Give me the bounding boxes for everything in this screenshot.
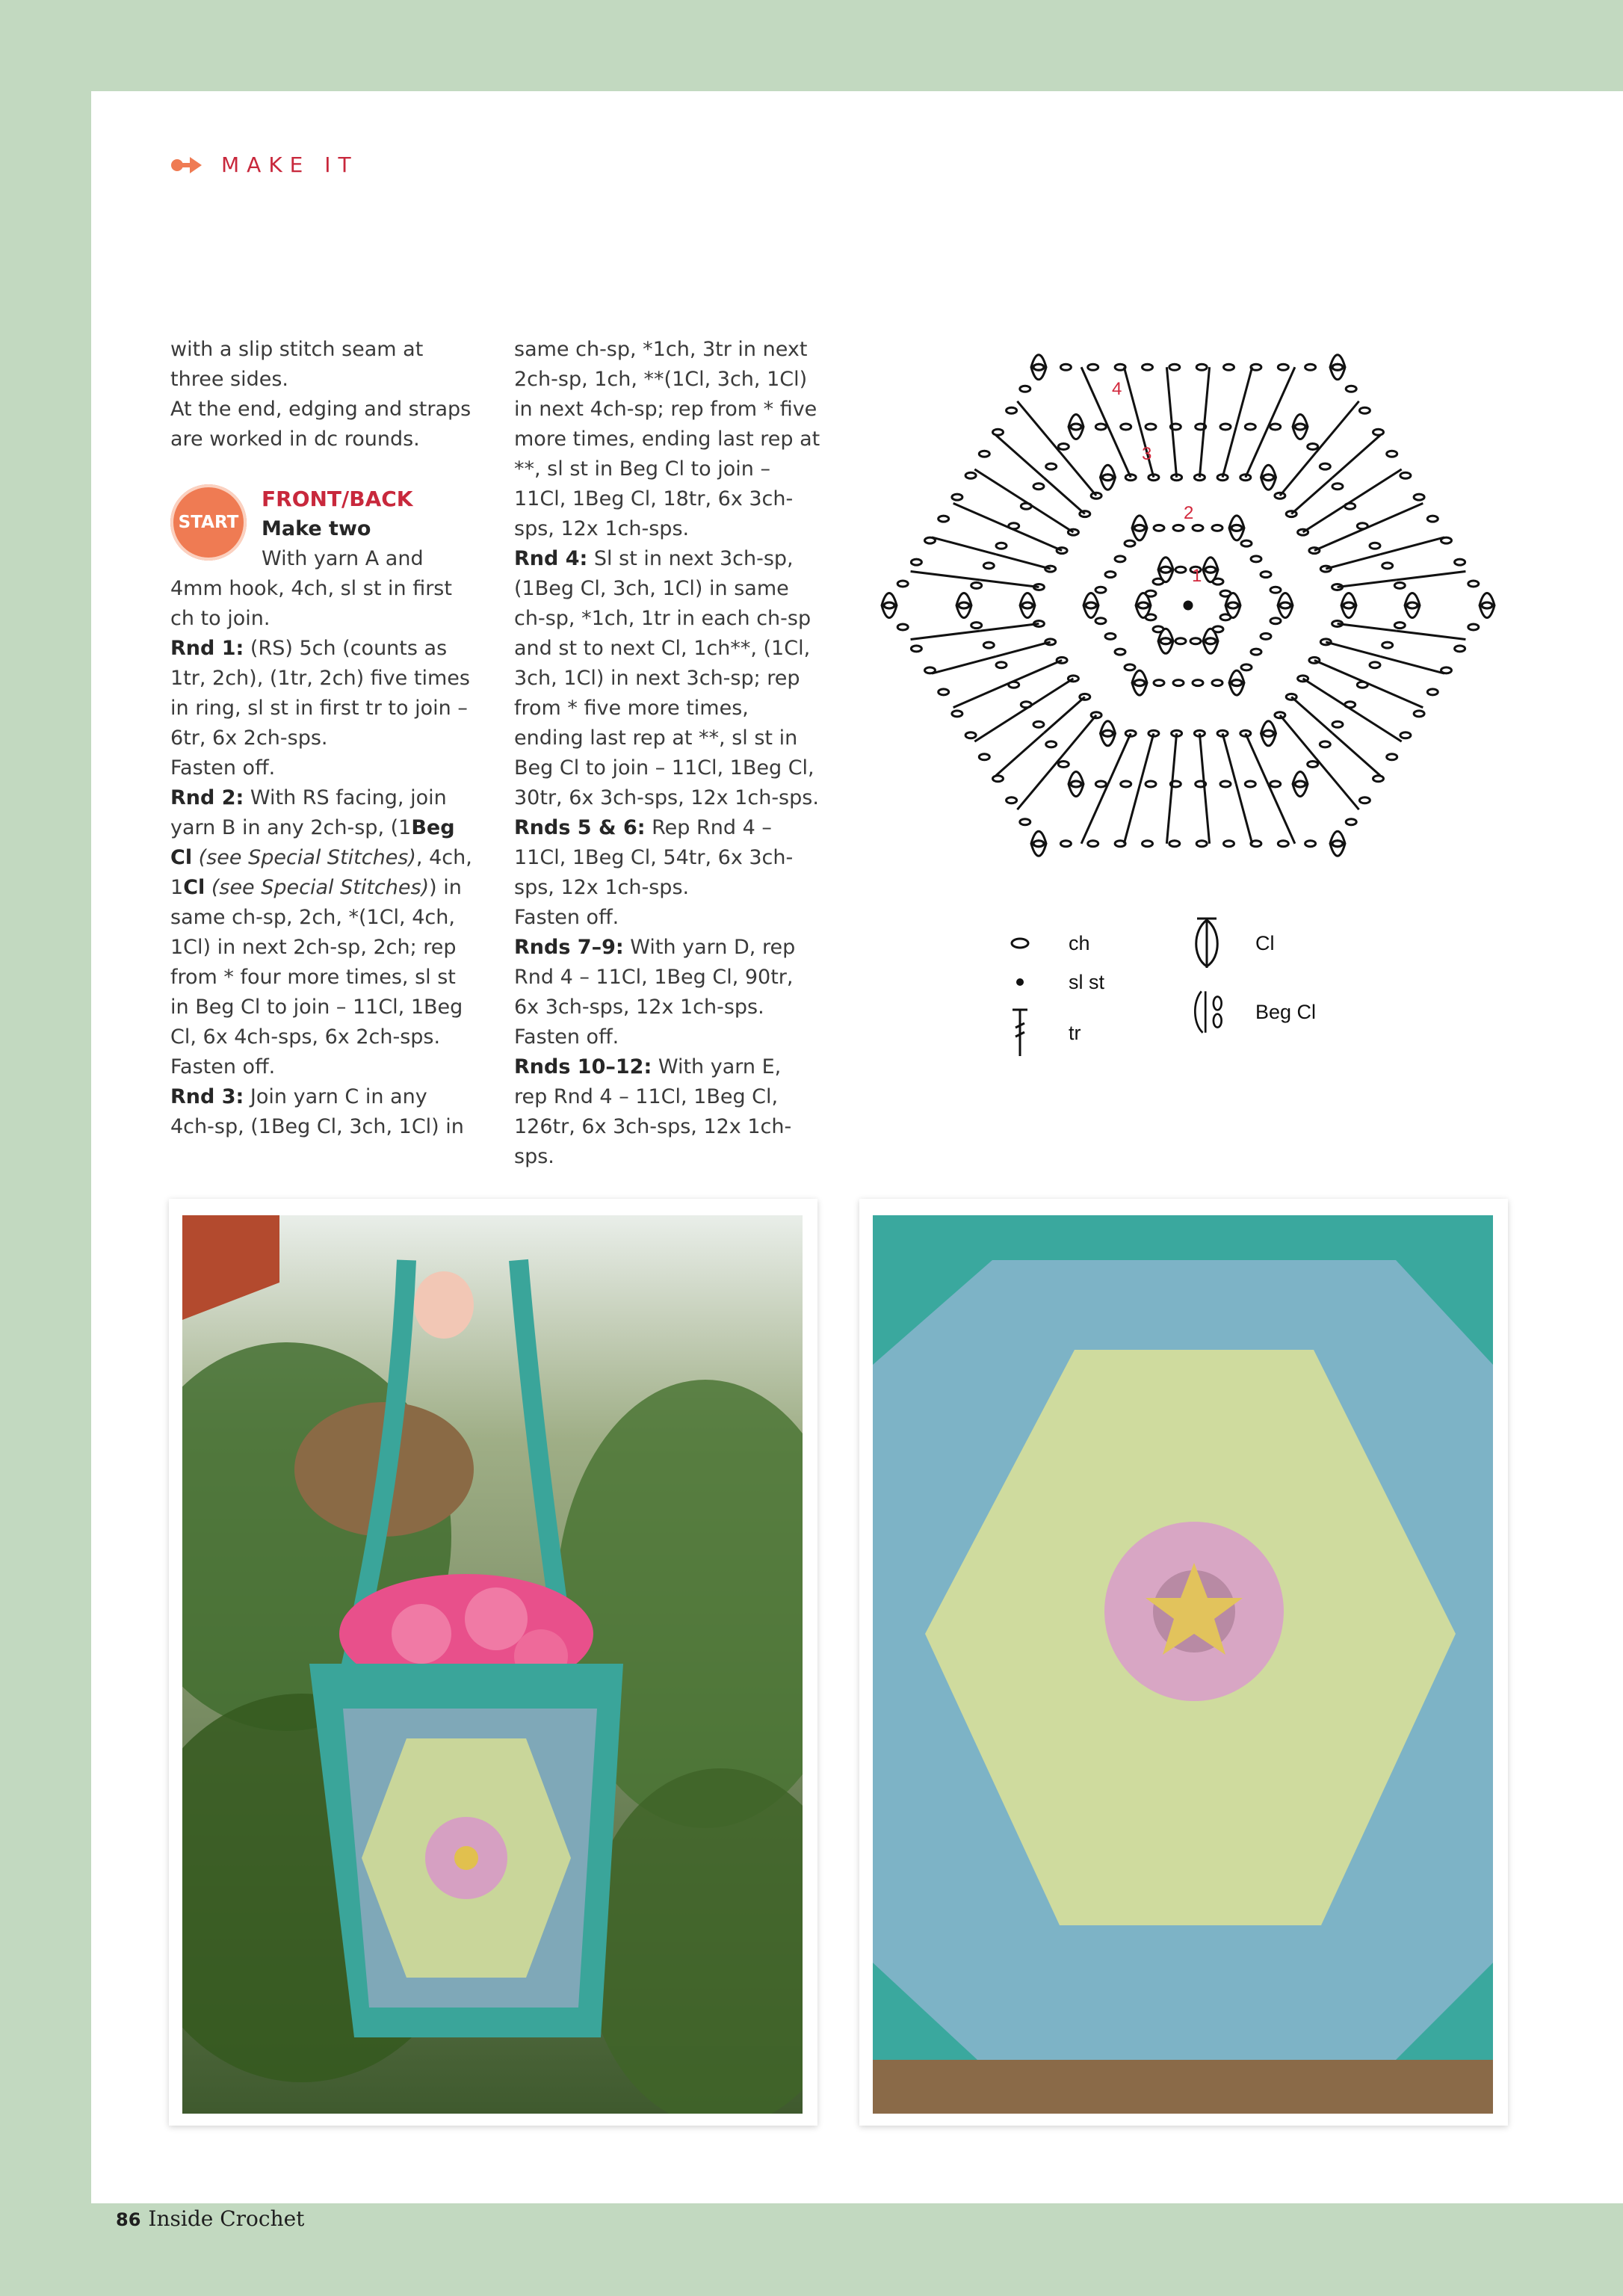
rnd1-paragraph (170, 634, 477, 753)
rnd2-begcl: Beg Cl (170, 816, 455, 869)
chain-mark (1190, 638, 1201, 644)
legend-begcl (1188, 990, 1316, 1034)
legend-tr (1001, 1010, 1081, 1055)
treble-mark (1199, 427, 1204, 478)
chain-mark (1370, 662, 1380, 668)
round-number-labels (1112, 379, 1202, 586)
rnd79-text: With yarn D, rep Rnd 4 – 11Cl, 1Beg Cl, 90tr, 6x 3ch-sps, 12x 1ch-sps. (514, 936, 796, 1019)
treble-mark (1364, 503, 1423, 528)
chain-mark (1196, 364, 1207, 370)
chain-mark (1359, 797, 1370, 803)
treble-mark (1028, 679, 1074, 708)
chain-mark (1261, 572, 1271, 578)
chain-mark (1224, 841, 1234, 847)
section-header (170, 152, 359, 177)
rnd56-label: Rnds 5 & 6: (514, 816, 646, 839)
rnd2-cl: Cl (183, 876, 205, 899)
treble-mark (1222, 427, 1236, 478)
treble-mark (1316, 401, 1358, 452)
chain-mark (1143, 364, 1153, 370)
treble-mark (1017, 759, 1060, 809)
treble-mark (1028, 503, 1074, 532)
treble-mark (932, 656, 996, 673)
treble-mark (996, 435, 1044, 478)
chain-mark (1270, 587, 1281, 593)
treble-mark (1280, 452, 1317, 496)
legend-begcl-label: Beg Cl (1255, 1000, 1317, 1023)
treble-mark (1081, 784, 1108, 844)
chain-mark (1154, 525, 1164, 531)
chain-mark (1033, 364, 1044, 370)
chain-mark (1212, 680, 1222, 686)
chain-mark (1020, 819, 1030, 825)
chain-mark (1134, 525, 1145, 531)
chain-mark (1058, 444, 1069, 450)
rnd56-text: Rep Rnd 4 – 11Cl, 1Beg Cl, 54tr, 6x 3ch-sps, 12x 1ch-sps. (514, 816, 794, 899)
chain-mark (1245, 781, 1255, 787)
chain-mark (1007, 797, 1017, 803)
treble-mark (974, 469, 1027, 504)
fasten-off-2: Fasten off. (170, 1055, 276, 1078)
treble-mark (1314, 660, 1364, 682)
chain-mark (1103, 475, 1113, 481)
chain-mark (959, 602, 969, 608)
chain-mark (983, 563, 994, 569)
treble-mark (980, 624, 1039, 632)
treble-mark (911, 572, 980, 580)
chain-mark (1394, 582, 1405, 588)
bag-photo (182, 1215, 803, 2114)
chain-mark (1278, 841, 1288, 847)
chain-mark (1427, 689, 1438, 695)
chain-mark (1146, 424, 1156, 430)
round-number-4: 4 (1112, 379, 1122, 399)
treble-mark (1326, 642, 1380, 656)
treble-mark (1124, 367, 1140, 427)
chain-mark (1320, 463, 1330, 469)
chain-mark (1154, 680, 1164, 686)
magazine-title: Inside Crochet (148, 2206, 305, 2231)
chain-mark (971, 582, 982, 588)
chain-mark (911, 646, 921, 652)
chain-mark (952, 711, 962, 717)
chain-mark (952, 494, 962, 500)
chain-mark (897, 581, 908, 587)
treble-mark (974, 708, 1027, 742)
chain-mark (1332, 484, 1343, 490)
treble-mark (1397, 572, 1466, 580)
chain-mark (1058, 762, 1069, 768)
treble-mark (1348, 708, 1401, 742)
chain-mark (1224, 364, 1234, 370)
chain-mark (1251, 649, 1261, 655)
hexagon-stitches (882, 355, 1494, 856)
treble-mark (996, 733, 1044, 776)
chain-mark (996, 662, 1007, 668)
chain-mark (1241, 540, 1252, 546)
treble-mark (1291, 697, 1332, 732)
chain-mark (1278, 364, 1288, 370)
front-back-heading: FRONT/BACK (262, 487, 413, 511)
treble-mark (980, 580, 1039, 587)
chain-mark (1220, 781, 1231, 787)
chain-mark (1143, 841, 1153, 847)
chain-mark (1205, 567, 1216, 573)
page-number: 86 (116, 2209, 141, 2230)
treble-mark (1222, 733, 1236, 784)
chain-mark (1373, 776, 1384, 782)
legend-ch (1001, 921, 1090, 966)
chain-mark (1270, 424, 1281, 430)
chain-mark (1427, 516, 1438, 522)
chain-mark (965, 732, 976, 738)
chain-mark (1275, 493, 1285, 499)
treble-mark (1380, 537, 1444, 555)
chain-mark (1134, 680, 1145, 686)
treble-mark (1012, 660, 1062, 682)
chain-mark (1105, 633, 1116, 639)
treble-mark (1044, 478, 1085, 513)
chain-mark (1220, 424, 1231, 430)
rnd79-label: Rnds 7–9: (514, 936, 624, 959)
chain-mark (1231, 525, 1242, 531)
chain-mark (983, 642, 994, 648)
chain-mark (1407, 602, 1418, 608)
chain-mark (996, 543, 1007, 549)
round-number-2: 2 (1184, 503, 1194, 523)
chain-mark (993, 776, 1004, 782)
chain-mark (1305, 841, 1316, 847)
chain-mark (1320, 741, 1330, 747)
bag-photo-frame (169, 1199, 817, 2126)
treble-mark (1332, 733, 1380, 776)
legend-tr-label: tr (1069, 1021, 1081, 1044)
chain-mark (1196, 841, 1207, 847)
text-column-1 (170, 335, 477, 1142)
chain-icon (1001, 921, 1039, 966)
section-label: MAKE IT (221, 152, 359, 177)
treble-mark (1060, 715, 1097, 759)
chain-mark (1033, 841, 1044, 847)
chain-mark (1169, 841, 1180, 847)
slip-stitch-icon (1001, 960, 1039, 1004)
chain-mark (1095, 781, 1106, 787)
chain-mark (979, 451, 989, 457)
chain-mark (1095, 424, 1106, 430)
rnd4-paragraph (514, 544, 820, 813)
fasten-off-4: Fasten off. (514, 1025, 619, 1049)
chain-mark (1088, 841, 1098, 847)
chain-mark (1400, 472, 1411, 478)
treble-mark (911, 631, 980, 639)
chain-mark (1370, 543, 1380, 549)
chain-mark (1071, 424, 1081, 430)
chain-mark (965, 472, 976, 478)
treble-mark (1236, 367, 1252, 427)
chain-mark (1359, 407, 1370, 413)
arrow-icon (170, 155, 203, 175)
chain-mark (1295, 781, 1305, 787)
treble-mark (1291, 478, 1332, 513)
chain-mark (1095, 587, 1106, 593)
chain-mark (897, 624, 908, 630)
cluster-icon (1188, 921, 1225, 966)
chain-mark (1373, 429, 1384, 435)
chain-mark (1046, 463, 1057, 469)
motif-closeup-photo-frame (859, 1199, 1508, 2126)
intro-paragraph-2: At the end, edging and straps are worked in dc rounds. (170, 398, 472, 451)
chain-mark (1060, 841, 1071, 847)
treble-icon (1001, 1010, 1039, 1055)
treble-mark (1204, 367, 1209, 427)
rnd4-text: Sl st in next 3ch-sp, (1Beg Cl, 3ch, 1Cl) in same ch-sp, *1ch, 1tr in each ch-sp and st to next Cl, 1ch**, (1Cl, 3ch, 1Cl) in next 3ch-sp; rep from * five more times, ending last rep at **, sl st in Beg Cl to join – 11Cl, 1Beg Cl, 30tr, 6x 3ch-sps, 12x 1ch-sps. (514, 547, 819, 809)
treble-mark (1204, 784, 1209, 844)
chain-mark (1245, 424, 1255, 430)
fasten-off-3: Fasten off. (514, 906, 619, 929)
rnd3-continuation: same ch-sp, *1ch, 3tr in next 2ch-sp, 1ch, **(1Cl, 3ch, 1Cl) in next 4ch-sp; rep from * five more times, ending last rep at **, sl st in Beg Cl to join – 11Cl, 1Beg Cl, 18tr, 6x 3ch-sps, 12x 1ch-sps. (514, 338, 820, 540)
chain-mark (1261, 633, 1271, 639)
treble-mark (1166, 784, 1172, 844)
rnd1012-label: Rnds 10–12: (514, 1055, 652, 1078)
beginning-cluster-icon (1188, 990, 1225, 1034)
chain-mark (1382, 563, 1393, 569)
chain-mark (1205, 638, 1216, 644)
rnd2-label: Rnd 2: (170, 786, 244, 809)
chain-mark (1387, 754, 1397, 760)
chain-mark (1241, 664, 1252, 670)
chain-mark (1086, 602, 1096, 608)
make-two-label: Make two (262, 517, 371, 540)
chain-mark (1173, 680, 1184, 686)
treble-mark (996, 555, 1051, 569)
chain-mark (1455, 559, 1465, 565)
chain-mark (1121, 781, 1131, 787)
chain-mark (1088, 364, 1098, 370)
chain-mark (1125, 540, 1135, 546)
text-column-2 (514, 335, 820, 1172)
start-badge (170, 484, 247, 561)
chain-mark (1400, 732, 1411, 738)
start-instructions: With yarn A and 4mm hook, 4ch, sl st in first ch to join. (170, 547, 452, 630)
chain-mark (939, 689, 949, 695)
rnd1012-text: With yarn E, rep Rnd 4 – 11Cl, 1Beg Cl, 126tr, 6x 3ch-sps, 12x 1ch-sps. (514, 1055, 792, 1168)
treble-mark (996, 642, 1051, 656)
chain-mark (911, 559, 921, 565)
chain-mark (1482, 602, 1492, 608)
chain-mark (1095, 618, 1106, 624)
chain-mark (1231, 680, 1242, 686)
chain-mark (1160, 567, 1171, 573)
chain-mark (1382, 642, 1393, 648)
page-footer (116, 2206, 304, 2231)
chain-mark (1193, 525, 1203, 531)
motif-closeup-photo (873, 1215, 1493, 2114)
chain-mark (1160, 638, 1171, 644)
rnd2-special-2: (see Special Stitches) (205, 876, 430, 899)
rnd3-label: Rnd 3: (170, 1085, 244, 1108)
legend-slst-label: sl st (1069, 970, 1105, 993)
chain-mark (1022, 602, 1033, 608)
treble-mark (1124, 784, 1140, 844)
treble-mark (1268, 784, 1295, 844)
chain-mark (993, 429, 1004, 435)
treble-mark (1380, 656, 1444, 673)
chain-mark (1295, 424, 1305, 430)
chain-mark (1280, 602, 1290, 608)
treble-mark (1397, 631, 1466, 639)
chain-mark (1468, 581, 1479, 587)
chain-mark (1270, 781, 1281, 787)
chart-legend (1001, 921, 1390, 1070)
chain-mark (1387, 451, 1397, 457)
fasten-off-1: Fasten off. (170, 756, 276, 780)
chain-mark (1121, 424, 1131, 430)
treble-mark (1314, 529, 1364, 551)
chain-mark (1346, 819, 1356, 825)
treble-mark (1060, 452, 1097, 496)
chain-mark (1308, 444, 1318, 450)
chain-mark (1020, 386, 1030, 392)
chain-mark (1346, 386, 1356, 392)
rnd2-text-c: ) in same ch-sp, 2ch, *(1Cl, 4ch, 1Cl) in next 2ch-sp, 2ch; rep from * four more times, sl st in Beg Cl to join – 11Cl, 1Beg Cl, 6x 4ch-sps, 6x 2ch-sps. (170, 876, 463, 1049)
legend-cl (1188, 921, 1275, 966)
rnd3-text: Join yarn C in any 4ch-sp, (1Beg Cl, 3ch, 1Cl) in (170, 1085, 464, 1138)
chain-mark (1175, 567, 1186, 573)
chain-mark (1332, 721, 1343, 727)
chain-mark (1332, 364, 1343, 370)
rnd1012-paragraph (514, 1052, 820, 1172)
chain-mark (1115, 649, 1125, 655)
treble-mark (1338, 580, 1397, 587)
chain-mark (1046, 741, 1057, 747)
treble-mark (1012, 529, 1062, 551)
treble-mark (1268, 367, 1295, 427)
chain-mark (1270, 618, 1281, 624)
chain-mark (1146, 781, 1156, 787)
chain-mark (939, 516, 949, 522)
treble-mark (1280, 715, 1317, 759)
chain-mark (1007, 407, 1017, 413)
treble-mark (1326, 555, 1380, 569)
chain-mark (884, 602, 894, 608)
rnd1-label: Rnd 1: (170, 637, 244, 660)
chain-mark (1332, 841, 1343, 847)
treble-mark (953, 503, 1013, 528)
treble-mark (1166, 367, 1172, 427)
chain-mark (1071, 781, 1081, 787)
chain-mark (1212, 525, 1222, 531)
chain-mark (1414, 711, 1424, 717)
treble-mark (1140, 733, 1154, 784)
chain-mark (1414, 494, 1424, 500)
chain-mark (1455, 646, 1465, 652)
intro-paragraph-1: with a slip stitch seam at three sides. (170, 338, 424, 391)
treble-mark (1364, 682, 1423, 707)
treble-mark (1303, 679, 1349, 708)
round-number-3: 3 (1142, 444, 1152, 464)
chain-mark (979, 754, 989, 760)
round-number-1: 1 (1192, 566, 1202, 586)
legend-slst (1001, 960, 1104, 1004)
chain-mark (1305, 364, 1316, 370)
chain-mark (1264, 475, 1274, 481)
treble-mark (932, 537, 996, 555)
treble-mark (953, 682, 1013, 707)
start-badge-label: START (178, 513, 239, 532)
treble-mark (1348, 469, 1401, 504)
footer-strip (91, 2203, 1623, 2296)
chain-mark (1228, 602, 1238, 608)
chain-mark (1193, 680, 1203, 686)
treble-mark (1017, 401, 1060, 452)
chain-mark (1103, 730, 1113, 736)
treble-mark (1303, 503, 1349, 532)
legend-ch-label: ch (1069, 931, 1090, 954)
treble-mark (1338, 624, 1397, 632)
chain-mark (971, 623, 982, 629)
chain-mark (1105, 572, 1116, 578)
crochet-hexagon-chart (874, 329, 1502, 882)
treble-mark (1172, 733, 1177, 784)
treble-mark (1044, 697, 1085, 732)
rnd3-paragraph (170, 1082, 477, 1142)
rnd4-label: Rnd 4: (514, 547, 588, 570)
chain-mark (1033, 484, 1044, 490)
chain-mark (1251, 556, 1261, 562)
chain-mark (1115, 556, 1125, 562)
chain-mark (1125, 664, 1135, 670)
slip-stitch-mark (1184, 602, 1192, 609)
chain-mark (1264, 730, 1274, 736)
treble-mark (1172, 427, 1177, 478)
treble-mark (1332, 435, 1380, 478)
chain-mark (1175, 638, 1186, 644)
rnd56-paragraph (514, 813, 820, 903)
rnd2-text-a: With RS facing, join yarn B in any 2ch-sp, (1 (170, 786, 447, 839)
treble-mark (1081, 367, 1108, 427)
chain-mark (1169, 364, 1180, 370)
treble-mark (1236, 784, 1252, 844)
chain-mark (1138, 602, 1149, 608)
chain-mark (1173, 525, 1184, 531)
rnd2-text-b: , 4ch, 1 (170, 846, 472, 899)
rnd1-text: (RS) 5ch (counts as 1tr, 2ch), (1tr, 2ch) five times in ring, sl st in first tr to join – 6tr, 6x 2ch-sps. (170, 637, 470, 750)
treble-mark (1316, 759, 1358, 809)
legend-cl-label: Cl (1255, 931, 1275, 954)
rnd79-paragraph (514, 933, 820, 1022)
chain-mark (1308, 762, 1318, 768)
rnd2-special-1: (see Special Stitches) (192, 846, 416, 869)
chain-mark (1033, 721, 1044, 727)
rnd2-paragraph (170, 783, 477, 1052)
chain-mark (1394, 623, 1405, 629)
chain-mark (1468, 624, 1479, 630)
treble-mark (1199, 733, 1204, 784)
chain-mark (1060, 364, 1071, 370)
chain-mark (1344, 602, 1354, 608)
